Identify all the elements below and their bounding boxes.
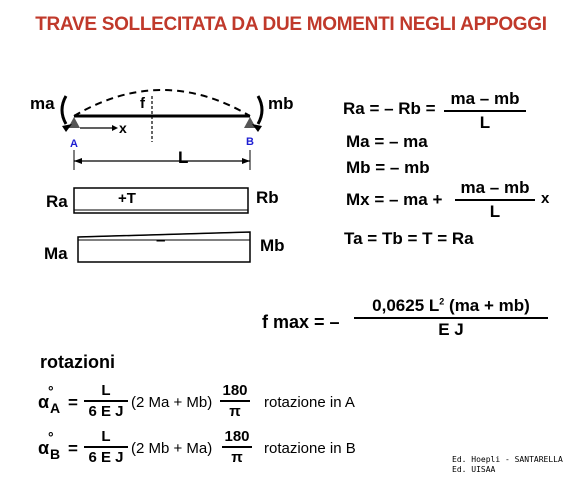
formula-mx-var: x — [541, 190, 550, 207]
rotation-k-num: 180 — [224, 428, 250, 445]
shear-label-inside: +T — [118, 190, 136, 207]
fmax-lhs: f max = – — [262, 312, 340, 332]
formula-mx-den: L — [489, 202, 501, 221]
fraction-bar — [220, 400, 250, 402]
fraction-bar — [84, 446, 128, 448]
rotation-subscript: B — [50, 446, 61, 462]
moment-arrow-b — [258, 96, 262, 124]
x-axis-arrow-head — [112, 125, 118, 131]
label-support-a: A — [70, 138, 78, 150]
rotation-num: L — [101, 428, 111, 445]
rotation-den: 6 E J — [88, 449, 124, 466]
fmax-num-coef: 0,0625 L — [372, 296, 440, 315]
rotation-label: rotazione in B — [264, 440, 356, 457]
label-mb: mb — [268, 94, 294, 113]
fraction-bar — [84, 400, 128, 402]
rotation-paren: (2 Mb + Ma) — [131, 440, 213, 457]
formula-ra-num: ma – mb — [450, 89, 520, 108]
rotation-fraction — [84, 382, 128, 420]
fraction-bar — [222, 446, 252, 448]
formula-ma: Ma = – ma — [346, 132, 428, 151]
rotation-k-den: π — [229, 403, 241, 420]
formula-ra-fraction — [444, 89, 526, 133]
label-span: L — [178, 148, 189, 167]
formula-ra-den: L — [479, 113, 491, 132]
moment-label-right: Mb — [260, 236, 285, 255]
equals-sign: = — [68, 439, 78, 458]
rotation-k-num: 180 — [222, 382, 248, 399]
rotation-fraction — [84, 428, 128, 466]
moment-arrow-a — [62, 96, 66, 124]
rotation-paren: (2 Ma + Mb) — [131, 394, 213, 411]
fmax-num-rest: (ma + mb) — [449, 296, 530, 315]
shear-label-right: Rb — [256, 188, 279, 207]
span-arrow-left — [74, 158, 82, 164]
formula-ra-lhs: Ra = – Rb = — [343, 99, 436, 118]
equals-sign: = — [68, 393, 78, 412]
rotation-k-den: π — [231, 449, 243, 466]
shear-label-left: Ra — [46, 192, 68, 211]
label-ma: ma — [30, 94, 55, 113]
fmax-den: E J — [438, 320, 464, 339]
fraction-bar — [354, 317, 548, 319]
credits — [452, 455, 563, 475]
credit-line: Ed. Hoepli - SANTARELLA — [452, 455, 563, 464]
formula-mx-num: ma – mb — [460, 178, 530, 197]
fraction-bar — [455, 199, 535, 201]
alpha-symbol: α — [38, 392, 50, 412]
rotation-k-fraction — [220, 382, 250, 420]
span-arrow-right — [242, 158, 250, 164]
label-support-b: B — [246, 136, 254, 148]
credit-line: Ed. UISAA — [452, 465, 496, 474]
label-f: f — [140, 95, 145, 112]
alpha-symbol: α — [38, 438, 50, 458]
rotations-heading: rotazioni — [40, 352, 115, 372]
formula-mx-lhs: Mx = – ma + — [346, 190, 443, 209]
degree-symbol: ° — [48, 429, 54, 445]
moment-label-left: Ma — [44, 244, 68, 263]
fmax-num-exp: 2 — [439, 296, 445, 307]
rotation-k-fraction — [222, 428, 252, 466]
formula-mb: Mb = – mb — [346, 158, 430, 177]
degree-symbol: ° — [48, 383, 54, 399]
shear-diagram — [74, 188, 248, 213]
deflection-curve — [74, 90, 250, 116]
formula-t: Ta = Tb = T = Ra — [344, 229, 474, 248]
formula-mx-fraction — [455, 178, 535, 222]
fmax-fraction — [354, 296, 548, 340]
label-x: x — [119, 120, 127, 136]
page-title: TRAVE SOLLECITATA DA DUE MOMENTI NEGLI APPOGGI — [35, 14, 547, 35]
rotation-label: rotazione in A — [264, 394, 355, 411]
rotation-den: 6 E J — [88, 403, 124, 420]
rotation-subscript: A — [50, 400, 61, 416]
rotation-num: L — [101, 382, 111, 399]
fmax-num — [354, 296, 548, 316]
moment-label-inside: – — [156, 230, 166, 249]
fraction-bar — [444, 110, 526, 112]
